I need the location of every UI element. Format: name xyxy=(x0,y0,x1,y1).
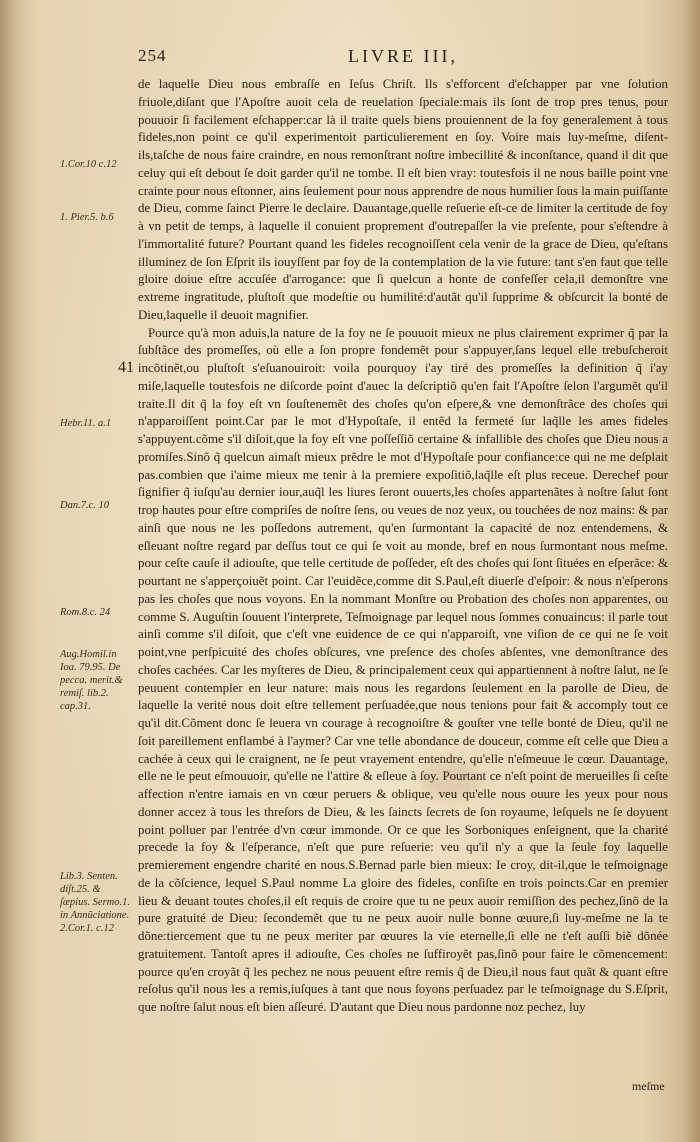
running-title: LIVRE III, xyxy=(348,46,458,66)
margin-note: Rom.8.c. 24 xyxy=(60,607,111,618)
margin-note: Dan.7.c. 10 xyxy=(60,500,109,511)
margin-note: 1.Cor.10 c.12 xyxy=(60,159,117,170)
margin-note: Lib.3. Senten. diſt.25. & ſæpius. Sermo.1. in Annũciatione. 2.Cor.1. c.12 xyxy=(60,871,131,934)
margin-note: Aug.Homil.in Ioa. 79.95. De pecca. merit.& remiſ. lib.2. cap.31. xyxy=(60,649,123,712)
body-text xyxy=(138,76,668,1017)
page-edge-right xyxy=(682,0,700,1142)
page-edge-left xyxy=(0,0,18,1142)
margin-note: Hebr.11. a.1 xyxy=(60,418,112,429)
paragraph: de laquelle Dieu nous embraſſe en Ieſus Chriſt. Ils s'efforcent d'eſchapper par vne ſolution friuole,diſant que l'Apoſtre auoit cela de reuelation ſpeciale:mais ils ſont de trop pres tenus, pour pouuoir ſi facilement eſchapper:car là il traite quels biens prouiennent de la foy generalement à tous fideles,non point ce qu'il experimentoit particulierement en ſoy. Voire mais luy-meſme, diſent-ils,taſche de nous faire craindre, en nous remonſtrant noſtre imbecillité & inconſtance, quand il dit que celuy qui eſt debout ſe doit garder qu'il ne tombe. Il eſt bien vray: toutesfois il ne nous baille point vne crainte pour nous eſtonner, ains ſeulement pour nous apprendre de nous humilier ſous la main puiſſante de Dieu, comme ſainct Pierre le declaire. Dauantage,quelle reſuerie eſt-ce de limiter la certitude de foy à vn petit de temps, à laquelle il conuient proprement d'outrepaſſer la vie preſente, pour s'eſtendre à l'immortalité future? Pourtant quand les fideles recognoiſſent cela venir de la grace de Dieu, qu'eſtans illuminez de ſon Eſprit ils iouyſſent par foy de la contemplation de la vie future: tant s'en faut que telle gloire doiue eſtre accuſée d'arrogance: que ſi quelcun a honte de confeſſer cela,il demonſtre vne extreme ingratitude, pluſtoſt que modeſtie ou humilité:d'autãt qu'il ſupprime & obſcurcit la bonté de Dieu,laquelle il deuoit magnifier. xyxy=(138,77,668,322)
catchword: meſme xyxy=(632,1079,665,1093)
margin-note: 1. Pier.5. b.6 xyxy=(60,212,114,223)
page-number: 254 xyxy=(138,46,167,65)
paragraph: Pource qu'à mon aduis,la nature de la foy ne ſe pouuoit mieux ne plus clairement exprimer q̃ par la ſubſtãce des promeſſes, où elle a ſon propre fondemẽt pour s'appuyer,ſans lequel elle trebuſcheroit incõtinẽt,ou pluſtoſt s'eſuanouiroit: voila pourquoy i'ay tiré des promeſſes la definition q̃ i'ay miſe,laquelle toutesfois ne diſcorde point d'auec la deſcriptiõ qu'en fait l'Apoſtre ſelon l'argumẽt qu'il traite.Il dit q̃ la foy eſt vn ſouſtenemẽt des choſes qu'on eſpere,& vne demonſtrãce des choſes qui n'apparoiſſent point.Car par le mot d'Hypoſtaſe, il entẽd la fermeté ſur laq̃lle les ames fideles s'appuyent.cõme s'il diſoit,que la foy eſt vne poſſeſſiõ certaine & infallible des choſes que Dieu nous a promiſes.Sinõ q̃ quelcun aimaſt mieux prẽdre le mot d'Hypoſtaſe pour confiance:ce qui ne me deſplait pas.combien que i'aime mieux me tenir à la premiere expoſitiõ,laq̃lle eſt plus receue. Derechef pour ſignifier q̃ iuſqu'au dernier iour,auq̃l les liures ſeront ouuerts,les choſes appartenãtes à noſtre ſalut ſont trop hautes pour eſtre compriſes de noſtre ſens, ou veues de noz yeux, ou touchées de noz mains: & par ainſi que nous ne les poſſedons autrement, qu'en ſurmontant la capacité de noz entendemens, & eſleuant noſtre regard par deſſus tout ce qui ſe voit au monde, bref en nous ſurmontant nous meſme. pour ceſte cauſe il adiouſte, que telle certitude de poſſeder, eſt des choſes qui ſont ſituées en eſperãce: & pourtant ne s'apperçoiuẽt point. Car l'euidẽce,comme dit S.Paul,eſt diuerſe d'eſpoir: & nous n'eſperons pas les choſes que nous voyons. En la nommant Monſtre ou Probation des choſes non apparentes, ou comme S. Auguſtin ſouuent l'interprete, Teſmoignage par lequel nous ſommes conuaincus: il parle tout ainſi comme s'il diſoit, que c'eſt vne euidence de ce qui n'apparoiſt, vne viſion de ce qui ne ſe voit point,vne perſpicuité des choſes obſcures, vne preſence des choſes abſentes, vne demonſtrance des choſes cachées. Car les myſteres de Dieu, & principalement ceux qui appartiennent à noſtre ſalut, ne ſe peuuent contempler en leur nature: mais nous les regardons ſeulement en la parolle de Dieu, de laquelle la verité nous doit eſtre tellement perſuadée,que nous tenions pour fait & accomply tout ce qu'il dit.Cõment donc ſe leuera vn courage à recognoiſtre & gouſter vne telle bonté de Dieu, qu'il ne ſoit pareillement enflambé à l'aymer? Car vne telle abondance de douceur, comme eſt celle que Dieu a cachée à ceux qui le craignent, ne ſe peut vrayement entendre, qu'elle n'eſmeuue le cœur. Dauantage, elle ne le peut eſmouuoir, qu'elle ne l'attire & eſleue à ſoy. Pourtant ce n'eſt point de merueilles ſi ceſte affection n'entre iamais en vn cœur peruers & oblique, veu qu'elle nous ouure les yeux pour nous donner accez à tous les threſors de Dieu, & les ſaincts ſecrets de ſon royaume, leſquels ne ſe doyuent point polluer par l'entrée d'vn cœur immonde. Or ce que les Sorboniques enſeignent, que la charité precede la foy & l'eſperance, n'eſt que pure reſuerie: veu qu'il n'y a que la ſeule foy laquelle premierement engendre charité en nous.S.Bernad parle bien mieux: Ie croy, dit-il,que le teſmoignage de la cõſcience, lequel S.Paul nomme La gloire des fideles, conſiſte en trois poincts.Car en premier lieu & deuant toutes choſes,il eſt requis de croire que tu ne peux auoir remiſſion des pechez,ſinõ de la pure gratuité de Dieu: ſecondemẽt que tu ne peux auoir nulle bonne œuure,ſi luy-meſme ne la te dõne:tiercement que tu ne peux meriter par œuures la vie eternelle,ſi elle ne t'eſt auſſi biẽ dõnée gratuitement. Tantoſt apres il adiouſte, Ces choſes ne ſuffiroyẽt pas,ſinõ pour faire le cõmencement: pource qu'en croyãt q̃ les pechez ne nous peuuent eſtre remis q̃ de Dieu,il nous faut quãt & quant eſtre reſolus qu'il nous les a remis,iuſques à tant que nous ſoyons perſuadez par le teſmoignage du S.Eſprit, que noſtre ſalut nous eſt bien aſſeuré. D'autant que Dieu nous pardonne noz pechez, luy xyxy=(138,325,668,1014)
paragraph-number: 41 xyxy=(118,359,134,376)
page-header xyxy=(138,46,668,72)
